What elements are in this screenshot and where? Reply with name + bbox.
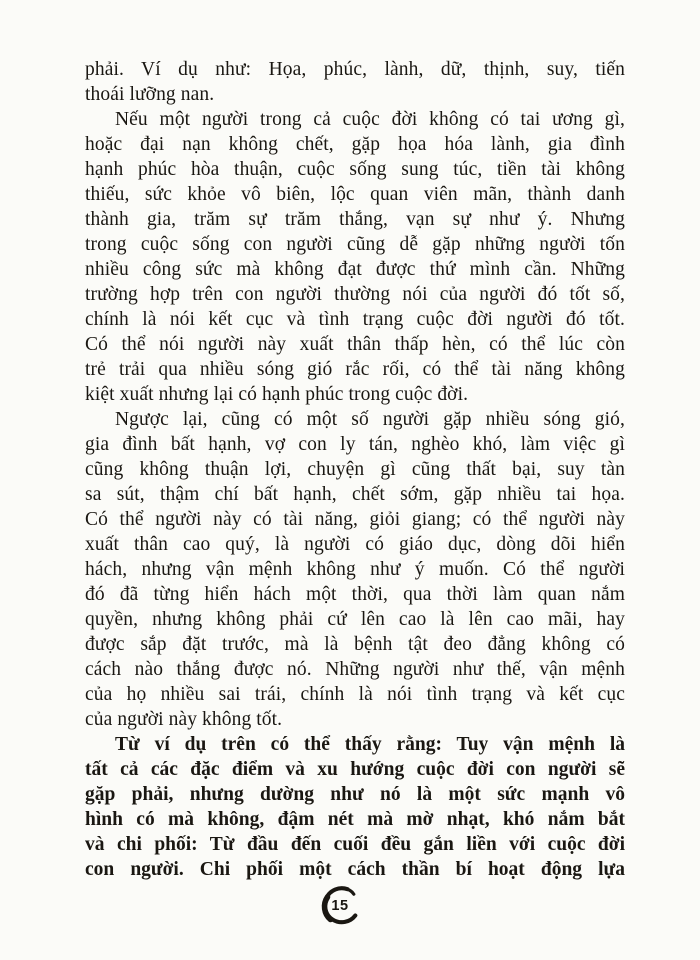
text-line: tất cả các đặc điểm và xu hướng cuộc đời con người sẽ bbox=[85, 759, 625, 780]
body-text-block bbox=[85, 57, 625, 882]
text-line: chính là nói kết cục và tình trạng cuộc đời người đó tốt. bbox=[85, 309, 625, 330]
text-line: thoái lưỡng nan. bbox=[85, 84, 215, 105]
text-line: của người này không tốt. bbox=[85, 709, 283, 730]
text-line: và chi phối: Từ đầu đến cuối đều gắn liền với cuộc đời bbox=[85, 834, 625, 855]
page-number: 15 bbox=[331, 898, 349, 914]
text-line: hách, nhưng vận mệnh không như ý muốn. Có thể người bbox=[85, 559, 625, 580]
text-line: cũng không thuận lợi, chuyện gì cũng thất bại, suy tàn bbox=[85, 459, 625, 480]
text-line: gia đình bất hạnh, vợ con ly tán, nghèo khó, làm việc gì bbox=[85, 434, 625, 455]
text-line: kiệt xuất nhưng lại có hạnh phúc trong cuộc đời. bbox=[85, 384, 469, 405]
text-line: cách nào thắng được nó. Những người như thế, vận mệnh bbox=[85, 659, 625, 680]
text-line: trong cuộc sống con người cũng dễ gặp những người tốn bbox=[85, 234, 625, 255]
text-line: Ngược lại, cũng có một số người gặp nhiều sóng gió, bbox=[115, 409, 625, 430]
page-number-badge bbox=[318, 883, 364, 931]
text-line: thiếu, sức khỏe vô biên, lộc quan viên mãn, thành danh bbox=[85, 184, 625, 205]
text-line: đó đã từng hiển hách một thời, qua thời làm quan nắm bbox=[85, 584, 625, 605]
text-line: quyền, nhưng không phải cứ lên cao là lên cao mãi, hay bbox=[85, 609, 625, 630]
text-line: được sắp đặt trước, mà là bệnh tật đeo đẳng không có bbox=[85, 634, 625, 655]
text-line: của họ nhiều sai trái, chính là nói tình trạng và kết cục bbox=[85, 684, 625, 705]
text-line: nhiều công sức mà không đạt được thứ mình cần. Những bbox=[85, 259, 625, 280]
text-line: hình có mà không, đậm nét mà mờ nhạt, khó nắm bắt bbox=[85, 809, 625, 830]
text-line: hạnh phúc hòa thuận, cuộc sống sung túc, tiền tài không bbox=[85, 159, 625, 180]
text-line: Nếu một người trong cả cuộc đời không có tai ương gì, bbox=[115, 109, 625, 130]
text-line: xuất thân cao quý, là người có giáo dục, dòng dõi hiển bbox=[85, 534, 625, 555]
text-line: sa sút, thậm chí bất hạnh, chết sớm, gặp nhiều tai họa. bbox=[85, 484, 625, 505]
text-line: trẻ trải qua nhiều sóng gió rắc rối, có thể tài năng không bbox=[85, 359, 625, 380]
text-line: hoặc đại nạn không chết, gặp họa hóa lành, gia đình bbox=[85, 134, 625, 155]
text-line: thành gia, trăm sự trăm thắng, vạn sự như ý. Nhưng bbox=[85, 209, 625, 230]
text-line: Có thể nói người này xuất thân thấp hèn, có thể lúc còn bbox=[85, 334, 625, 355]
text-line: phải. Ví dụ như: Họa, phúc, lành, dữ, thịnh, suy, tiến bbox=[85, 59, 625, 80]
text-line: Từ ví dụ trên có thể thấy rằng: Tuy vận mệnh là bbox=[115, 734, 625, 755]
text-line: Có thể người này có tài năng, giỏi giang; có thể người này bbox=[85, 509, 625, 530]
text-line: trường hợp trên con người thường nói của người đó tốt số, bbox=[85, 284, 625, 305]
text-line: con người. Chi phối một cách thần bí hoạt động lựa bbox=[85, 859, 625, 880]
text-line: gặp phải, nhưng dường như nó là một sức mạnh vô bbox=[85, 784, 625, 805]
